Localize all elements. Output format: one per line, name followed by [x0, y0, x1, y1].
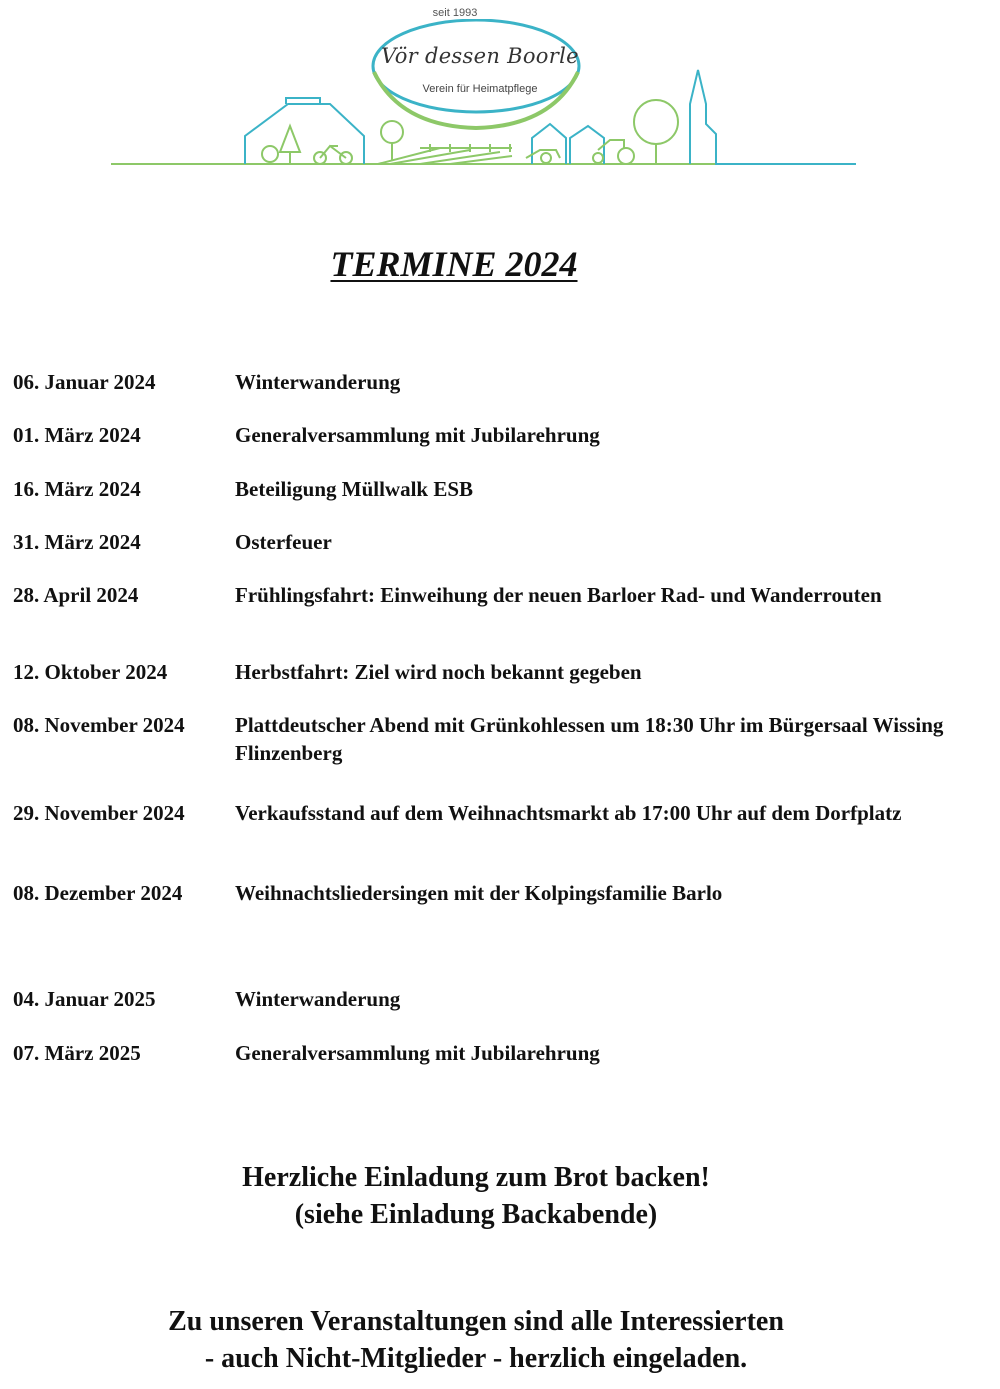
founded-year-label: seit 1993	[410, 7, 500, 19]
event-date: 07. März 2025	[13, 1041, 141, 1065]
event-description: Beteiligung Müllwalk ESB	[235, 477, 474, 501]
tree-fir	[280, 126, 300, 164]
event-date: 29. November 2024	[13, 801, 185, 825]
event-description: Generalversammlung mit Jubilarehrung	[235, 1041, 600, 1065]
farm-building-1	[532, 124, 566, 164]
farm-building-2	[570, 126, 604, 164]
event-description: Generalversammlung mit Jubilarehrung	[235, 423, 600, 447]
event-date: 28. April 2024	[13, 583, 139, 607]
tractor-right	[593, 153, 603, 163]
event-description: Plattdeutscher Abend mit Grünkohlessen um 18:30 Uhr im Bürgersaal Wissing Flinzenberg	[235, 713, 944, 765]
event-description: Winterwanderung	[235, 987, 401, 1011]
event-description: Winterwanderung	[235, 370, 401, 394]
event-description: Osterfeuer	[235, 530, 332, 554]
tree-round	[381, 121, 403, 143]
church	[690, 70, 856, 164]
tree-big	[634, 100, 678, 144]
event-date: 16. März 2024	[13, 477, 141, 501]
association-name: Vör dessen Boorle	[381, 44, 579, 68]
event-date: 04. Januar 2025	[13, 987, 156, 1011]
invitation-line-1: Herzliche Einladung zum Brot backen!	[242, 1162, 710, 1193]
event-description: Herbstfahrt: Ziel wird noch bekannt gegeben	[235, 660, 642, 684]
header-logo	[0, 0, 1000, 175]
invitation-line-2: (siehe Einladung Backabende)	[294, 1199, 658, 1230]
event-description: Verkaufsstand auf dem Weihnachtsmarkt ab 17:00 Uhr auf dem Dorfplatz	[235, 801, 902, 825]
event-description: Frühlingsfahrt: Einweihung der neuen Barloer Rad- und Wanderrouten	[235, 583, 882, 607]
event-date: 08. November 2024	[13, 713, 185, 737]
bush-left	[262, 146, 278, 162]
page-title: TERMINE 2024	[330, 244, 578, 284]
event-date: 31. März 2024	[13, 530, 141, 554]
event-date: 06. Januar 2024	[13, 370, 156, 394]
footer-line-2: - auch Nicht-Mitglieder - herzlich eingeladen.	[204, 1343, 748, 1374]
event-date: 01. März 2024	[13, 423, 141, 447]
association-tagline: Verein für Heimatpflege	[422, 83, 538, 95]
event-date: 12. Oktober 2024	[13, 660, 168, 684]
footer-line-1: Zu unseren Veranstaltungen sind alle Interessierten	[168, 1306, 784, 1337]
event-date: 08. Dezember 2024	[13, 881, 183, 905]
field-rows	[378, 148, 512, 164]
tractor-left	[541, 153, 551, 163]
event-description: Weihnachtsliedersingen mit der Kolpingsfamilie Barlo	[235, 881, 723, 905]
